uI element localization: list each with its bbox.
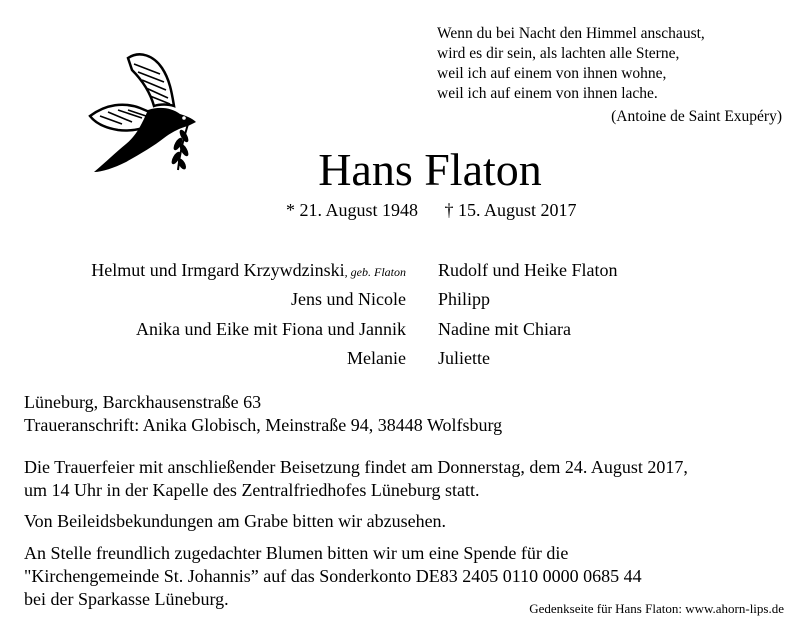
poem bbox=[437, 24, 782, 127]
deceased-name: Hans Flaton bbox=[318, 144, 542, 195]
death-date: † 15. August 2017 bbox=[444, 200, 577, 220]
address-line: Lüneburg, Barckhausenstraße 63 bbox=[24, 392, 262, 412]
family-right-row: Philipp bbox=[438, 289, 491, 309]
poem-author: (Antoine de Saint Exupéry) bbox=[611, 108, 782, 125]
family-name: Helmut und Irmgard Krzywdzinski bbox=[91, 260, 345, 280]
donation-info: "Kirchengemeinde St. Johannis” auf das Sonderkonto DE83 2405 0110 0000 0685 44 bbox=[24, 566, 642, 586]
donation-info: bei der Sparkasse Lüneburg. bbox=[24, 589, 229, 609]
family-left-row bbox=[347, 347, 406, 369]
poem-line: weil ich auf einem von ihnen lache. bbox=[437, 85, 658, 102]
family-right-row: Rudolf und Heike Flaton bbox=[438, 260, 618, 280]
donation-info: An Stelle freundlich zugedachter Blumen bitten wir um eine Spende für die bbox=[24, 543, 569, 563]
memorial-page-link[interactable]: Gedenkseite für Hans Flaton: www.ahorn-lips.de bbox=[529, 601, 784, 616]
family-name: Jens und Nicole bbox=[291, 289, 406, 309]
family-right-row: Juliette bbox=[438, 348, 490, 368]
poem-line: weil ich auf einem von ihnen wohne, bbox=[437, 65, 667, 82]
birth-date: * 21. August 1948 bbox=[286, 200, 419, 220]
funeral-info: um 14 Uhr in der Kapelle des Zentralfriedhofes Lüneburg statt. bbox=[24, 480, 480, 500]
poem-line: wird es dir sein, als lachten alle Sterne, bbox=[437, 45, 680, 62]
family-right-row: Nadine mit Chiara bbox=[438, 319, 571, 339]
family-left-row bbox=[136, 318, 406, 340]
maiden-name-note: , geb. Flaton bbox=[344, 265, 406, 279]
mourning-address: Traueranschrift: Anika Globisch, Meinstraße 94, 38448 Wolfsburg bbox=[24, 415, 503, 435]
family-left-row bbox=[291, 288, 406, 310]
life-dates bbox=[286, 199, 599, 221]
poem-line: Wenn du bei Nacht den Himmel anschaust, bbox=[437, 25, 705, 42]
funeral-info: Die Trauerfeier mit anschließender Beisetzung findet am Donnerstag, dem 24. August 2017, bbox=[24, 457, 688, 477]
family-name: Melanie bbox=[347, 348, 406, 368]
family-name: Anika und Eike mit Fiona und Jannik bbox=[136, 319, 406, 339]
family-left-row bbox=[91, 259, 406, 283]
condolence-note: Von Beileidsbekundungen am Grabe bitten wir abzusehen. bbox=[24, 511, 447, 531]
